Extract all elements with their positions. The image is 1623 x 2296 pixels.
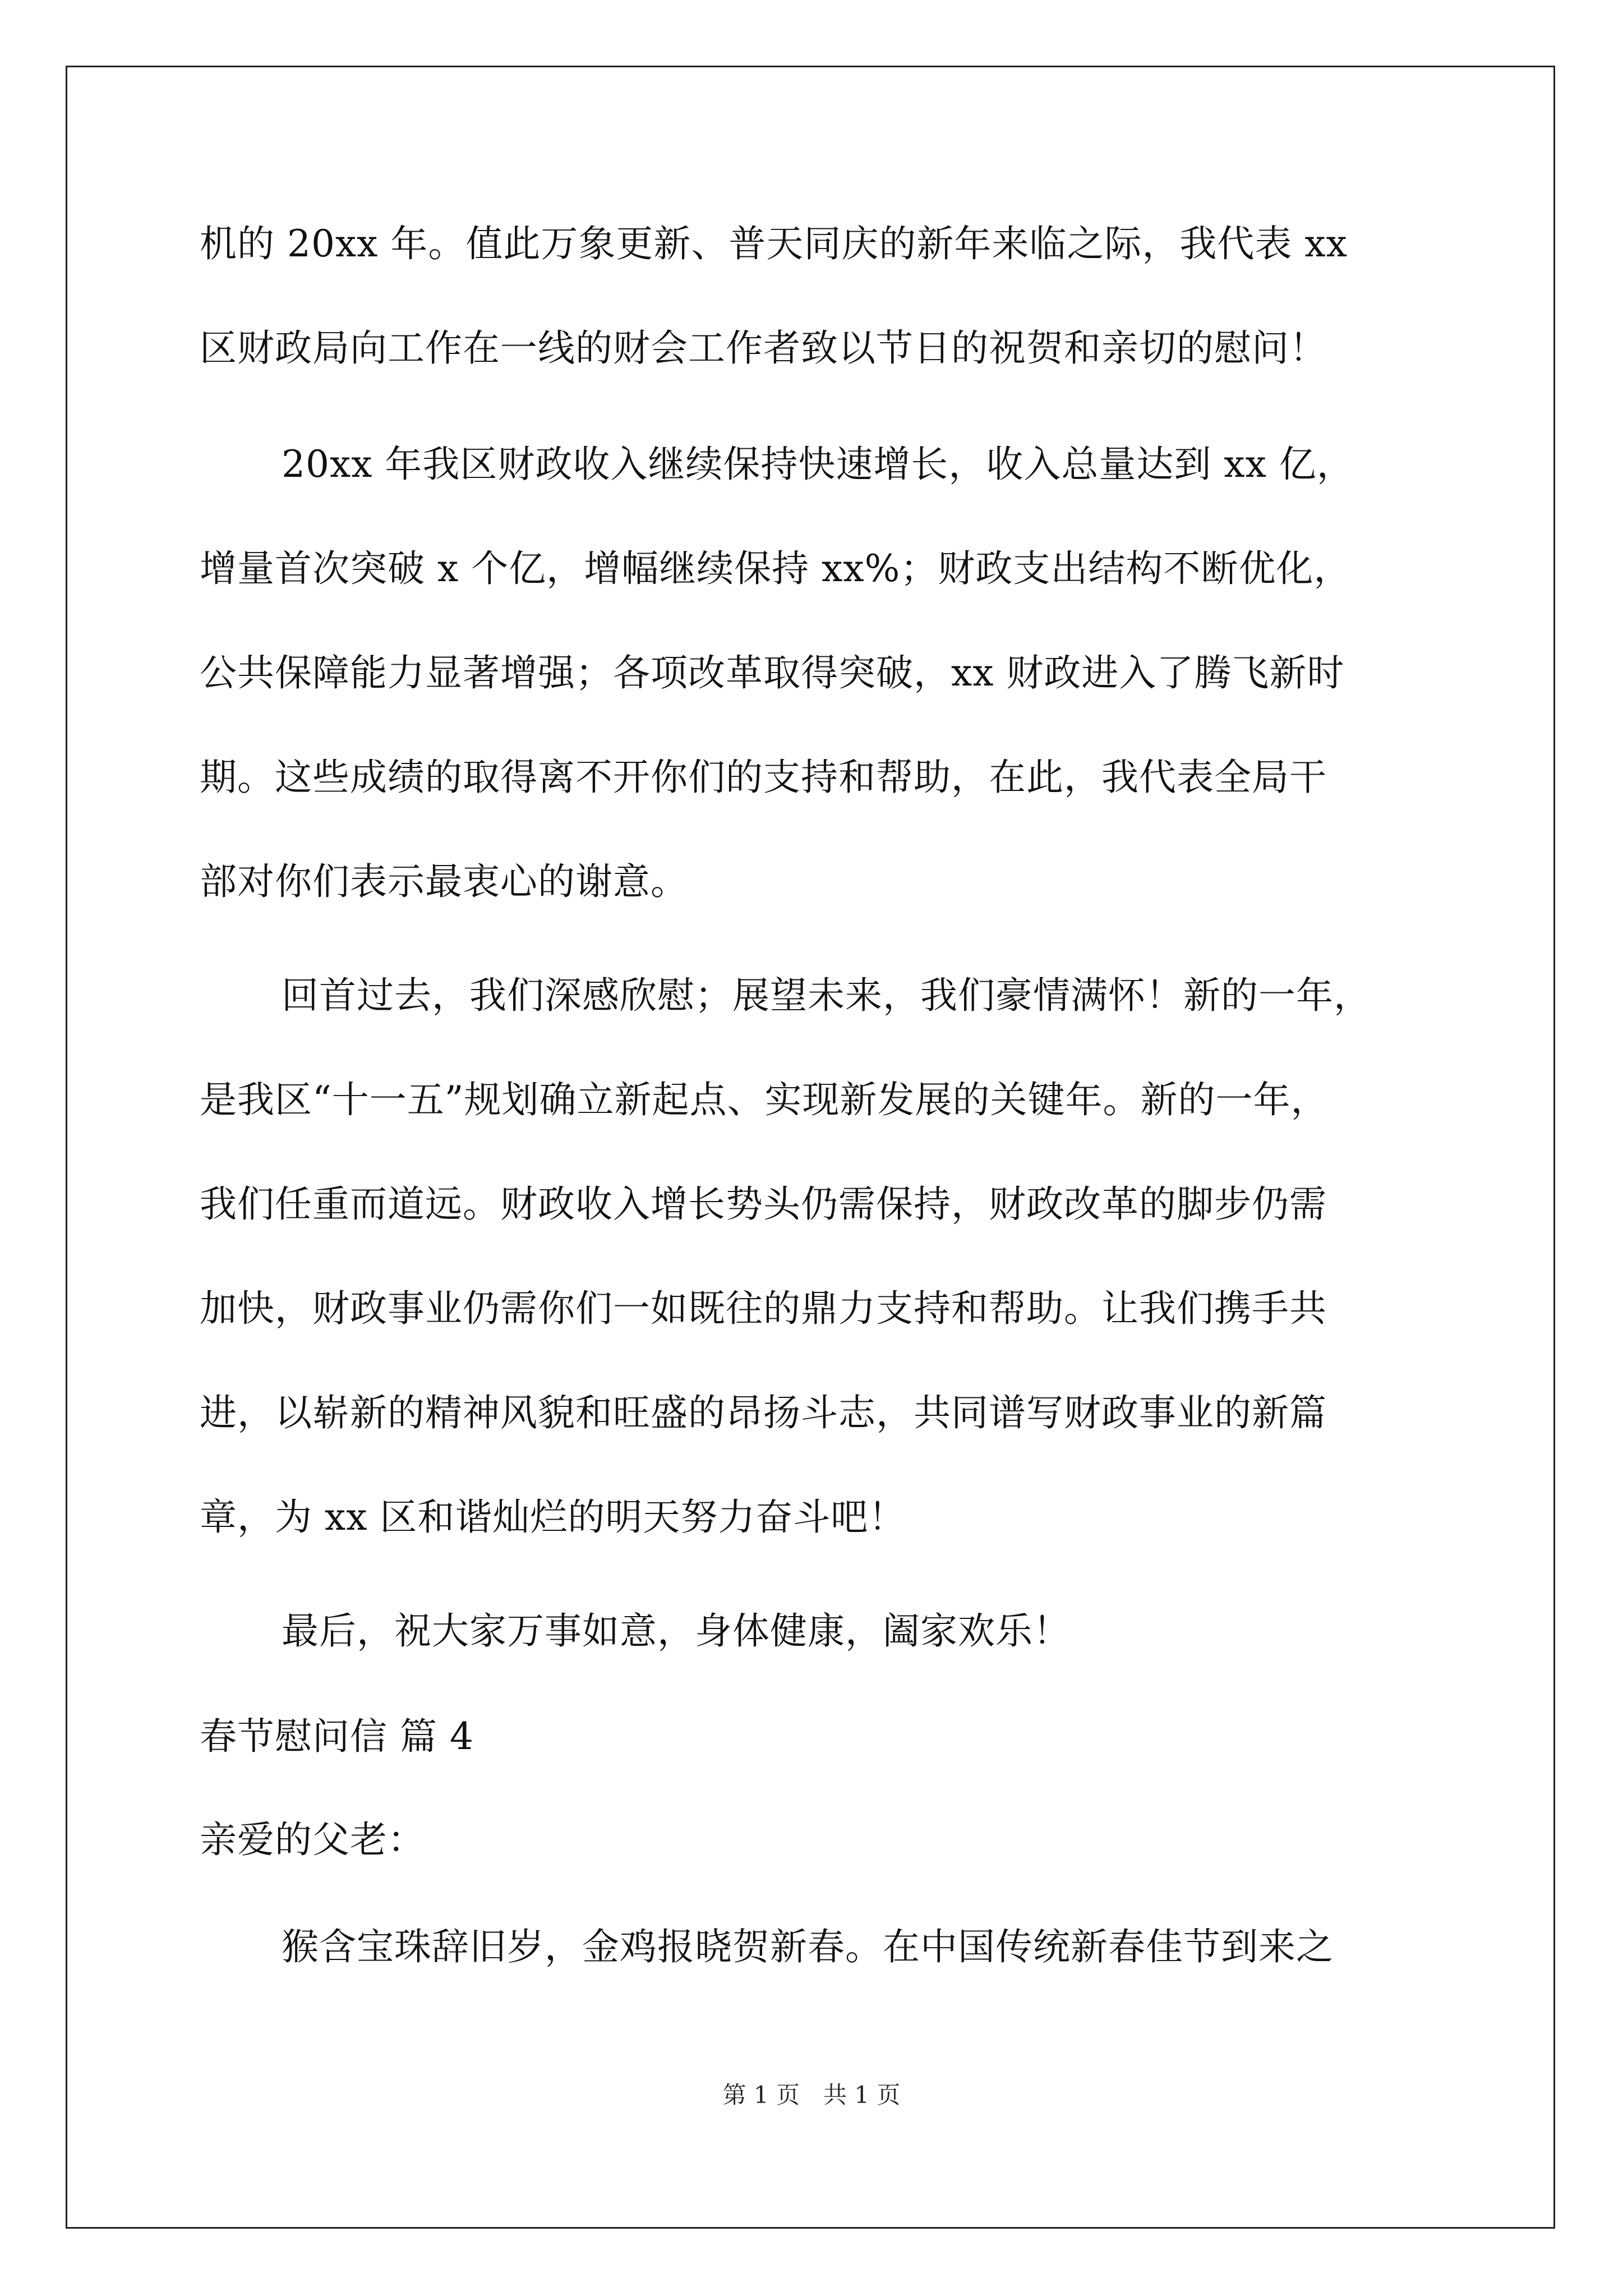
paragraph-start: 回首过去，我们深感欣慰；展望未来，我们豪情满怀！新的一年， (282, 974, 1371, 1017)
page-border (66, 66, 1555, 2229)
page-footer: 第 1 页 共 1 页 (722, 2081, 901, 2109)
text-line: 部对你们表示最衷心的谢意。 (200, 860, 688, 903)
text-line: 期。这些成绩的取得离不开你们的支持和帮助，在此，我代表全局干 (200, 756, 1327, 799)
text-line: 我们任重而道远。财政收入增长势头仍需保持，财政改革的脚步仍需 (200, 1182, 1327, 1226)
paragraph-start: 猴含宝珠辞旧岁，金鸡报晓贺新春。在中国传统新春佳节到来之 (282, 1925, 1334, 1968)
text-line: 加快，财政事业仍需你们一如既往的鼎力支持和帮助。让我们携手共 (200, 1287, 1327, 1330)
section-heading: 春节慰问信 篇 4 (200, 1715, 474, 1758)
text-line: 章，为 xx 区和谐灿烂的明天努力奋斗吧！ (200, 1496, 906, 1539)
paragraph-start: 最后，祝大家万事如意，身体健康，阖家欢乐！ (282, 1609, 1071, 1653)
text-line: 公共保障能力显著增强；各项改革取得突破，xx 财政进入了腾飞新时 (200, 651, 1345, 694)
text-line: 增量首次突破 x 个亿，增幅继续保持 xx%；财政支出结构不断优化， (200, 547, 1352, 590)
paragraph-start: 20xx 年我区财政收入继续保持快速增长，收入总量达到 xx 亿， (282, 443, 1354, 486)
salutation: 亲爱的父老： (200, 1818, 425, 1861)
text-line: 区财政局向工作在一线的财会工作者致以节日的祝贺和亲切的慰问！ (200, 326, 1327, 370)
text-line: 是我区“十一五”规划确立新起点、实现新发展的关键年。新的一年， (200, 1078, 1329, 1121)
text-line: 进，以崭新的精神风貌和旺盛的昂扬斗志，共同谱写财政事业的新篇 (200, 1391, 1327, 1434)
text-line: 机的 20xx 年。值此万象更新、普天同庆的新年来临之际，我代表 xx (200, 222, 1348, 265)
